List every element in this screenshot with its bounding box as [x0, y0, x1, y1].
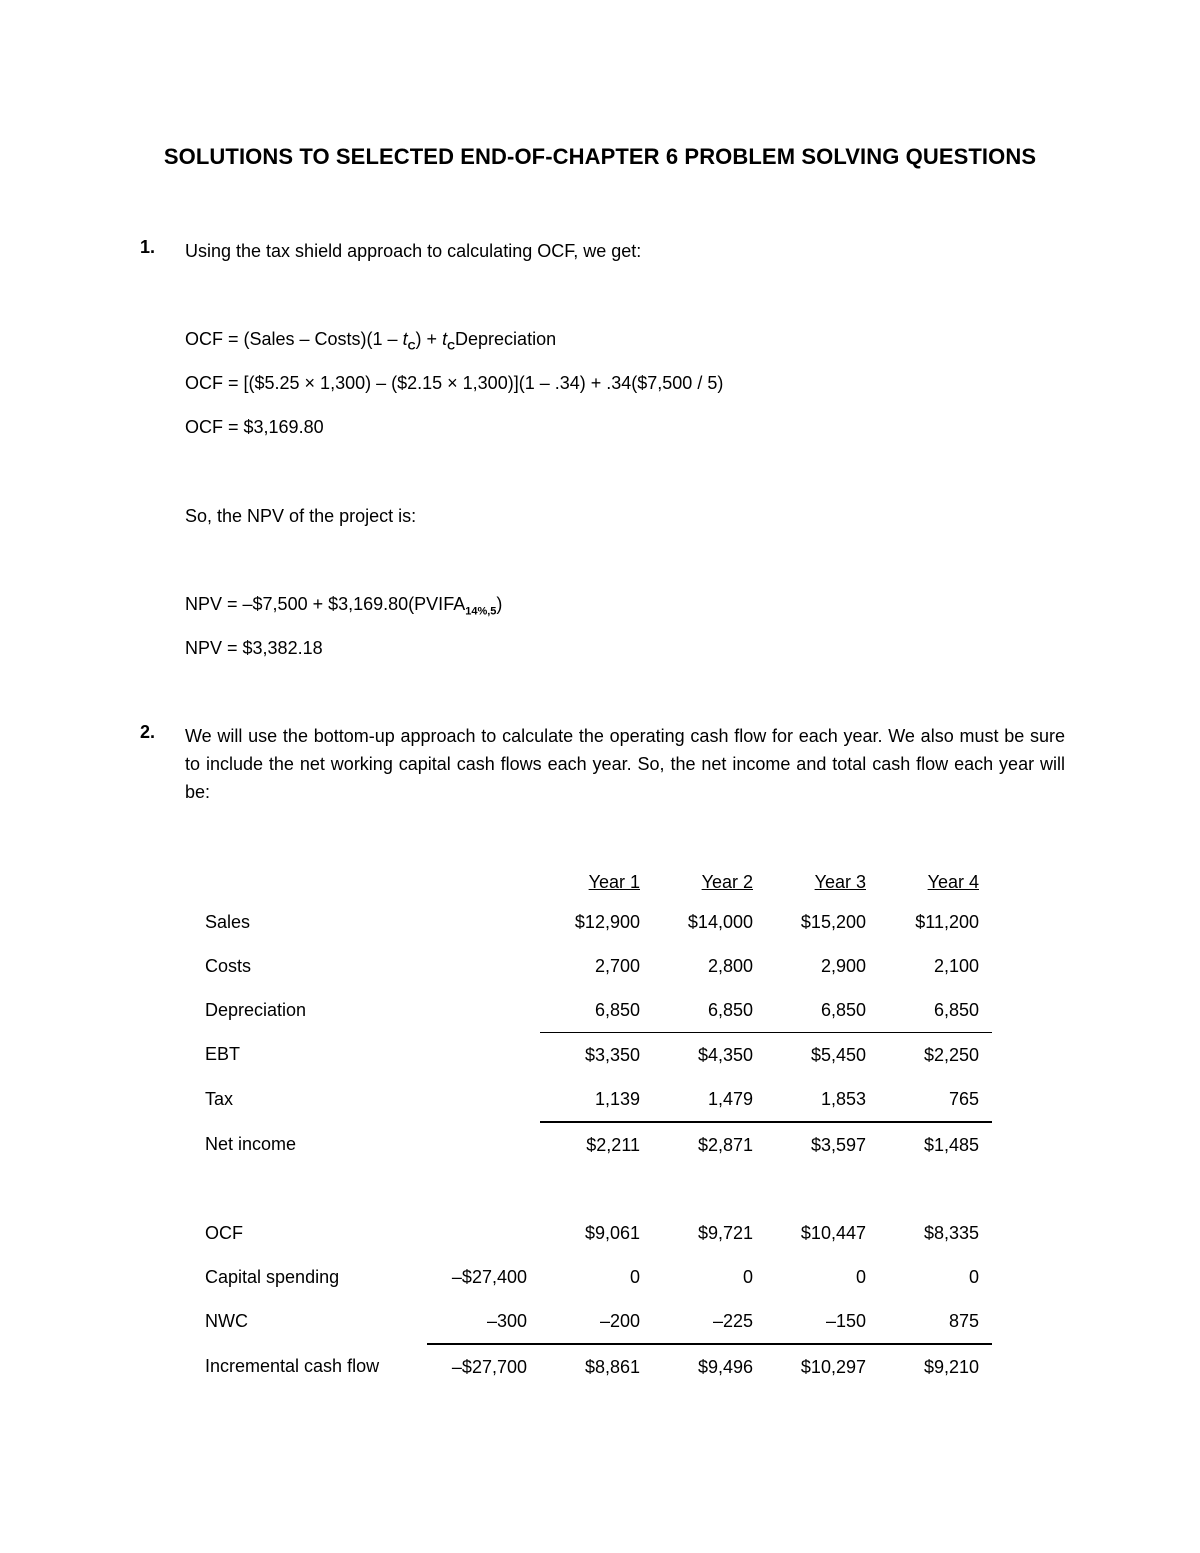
header-year-4: Year 4 — [927, 871, 979, 892]
npv-formula-subscript: 14%,5 — [465, 605, 497, 618]
header-year-2: Year 2 — [701, 871, 753, 892]
header-year-1: Year 1 — [588, 871, 640, 892]
table-row-nwc: NWC –300 –200 –225 –150 875 — [205, 1310, 979, 1331]
ocf-formula-values: OCF = [($5.25 × 1,300) – ($2.15 × 1,300)](1 – .34) + .34($7,500 / 5) — [185, 373, 724, 393]
ocf-formula-general — [185, 325, 556, 361]
ocf-formula-part-c: Depreciation — [455, 329, 557, 349]
cash-flow-table — [193, 864, 992, 1389]
table-row-incremental-cash-flow: Incremental cash flow –$27,700 $8,861 $9,496 $10,297 $9,210 — [193, 1344, 992, 1389]
table-row-ebt: EBT $3,350 $4,350 $5,450 $2,250 — [193, 1033, 992, 1078]
npv-intro: So, the NPV of the project is: — [185, 506, 417, 526]
npv-formula — [185, 590, 502, 626]
table-row-costs: Costs 2,700 2,800 2,900 2,100 — [205, 955, 979, 976]
table-row-tax: Tax 1,139 1,479 1,853 765 — [205, 1088, 979, 1109]
question-1-intro: Using the tax shield approach to calculating OCF, we get: — [185, 241, 642, 261]
question-1-number: 1. — [140, 237, 156, 257]
table-row-capital-spending: Capital spending –$27,400 0 0 0 0 — [205, 1266, 979, 1287]
table-header-row — [193, 864, 992, 900]
tax-rate-subscript: C — [407, 340, 416, 353]
question-2-intro: We will use the bottom-up approach to calculate the operating cash flow for each year. We also must be sure to include the net working capital cash flows each year. So, the net income and total cash flow each year will be: — [185, 726, 1065, 802]
ocf-formula-part-b: ) + — [415, 329, 443, 349]
table-spacer-row — [193, 1167, 992, 1211]
tax-rate-subscript-2: C — [447, 340, 456, 353]
tax-rate-symbol: t — [402, 329, 408, 349]
table-row-net-income: Net income $2,211 $2,871 $3,597 $1,485 — [193, 1122, 992, 1167]
page-title: SOLUTIONS TO SELECTED END-OF-CHAPTER 6 PROBLEM SOLVING QUESTIONS — [163, 144, 1037, 169]
npv-formula-part-b: ) — [496, 594, 503, 614]
tax-rate-symbol-2: t — [442, 329, 448, 349]
ocf-result: OCF = $3,169.80 — [185, 417, 324, 437]
table-row-depreciation: Depreciation 6,850 6,850 6,850 6,850 — [205, 999, 979, 1020]
table-row-sales: Sales $12,900 $14,000 $15,200 $11,200 — [205, 911, 979, 932]
ocf-formula-part-a: OCF = (Sales – Costs)(1 – — [185, 329, 403, 349]
question-2-number: 2. — [140, 722, 156, 742]
npv-formula-part-a: NPV = –$7,500 + $3,169.80(PVIFA — [185, 594, 466, 614]
npv-result: NPV = $3,382.18 — [185, 638, 323, 658]
header-year-3: Year 3 — [814, 871, 866, 892]
table-row-ocf: OCF $9,061 $9,721 $10,447 $8,335 — [205, 1222, 979, 1243]
